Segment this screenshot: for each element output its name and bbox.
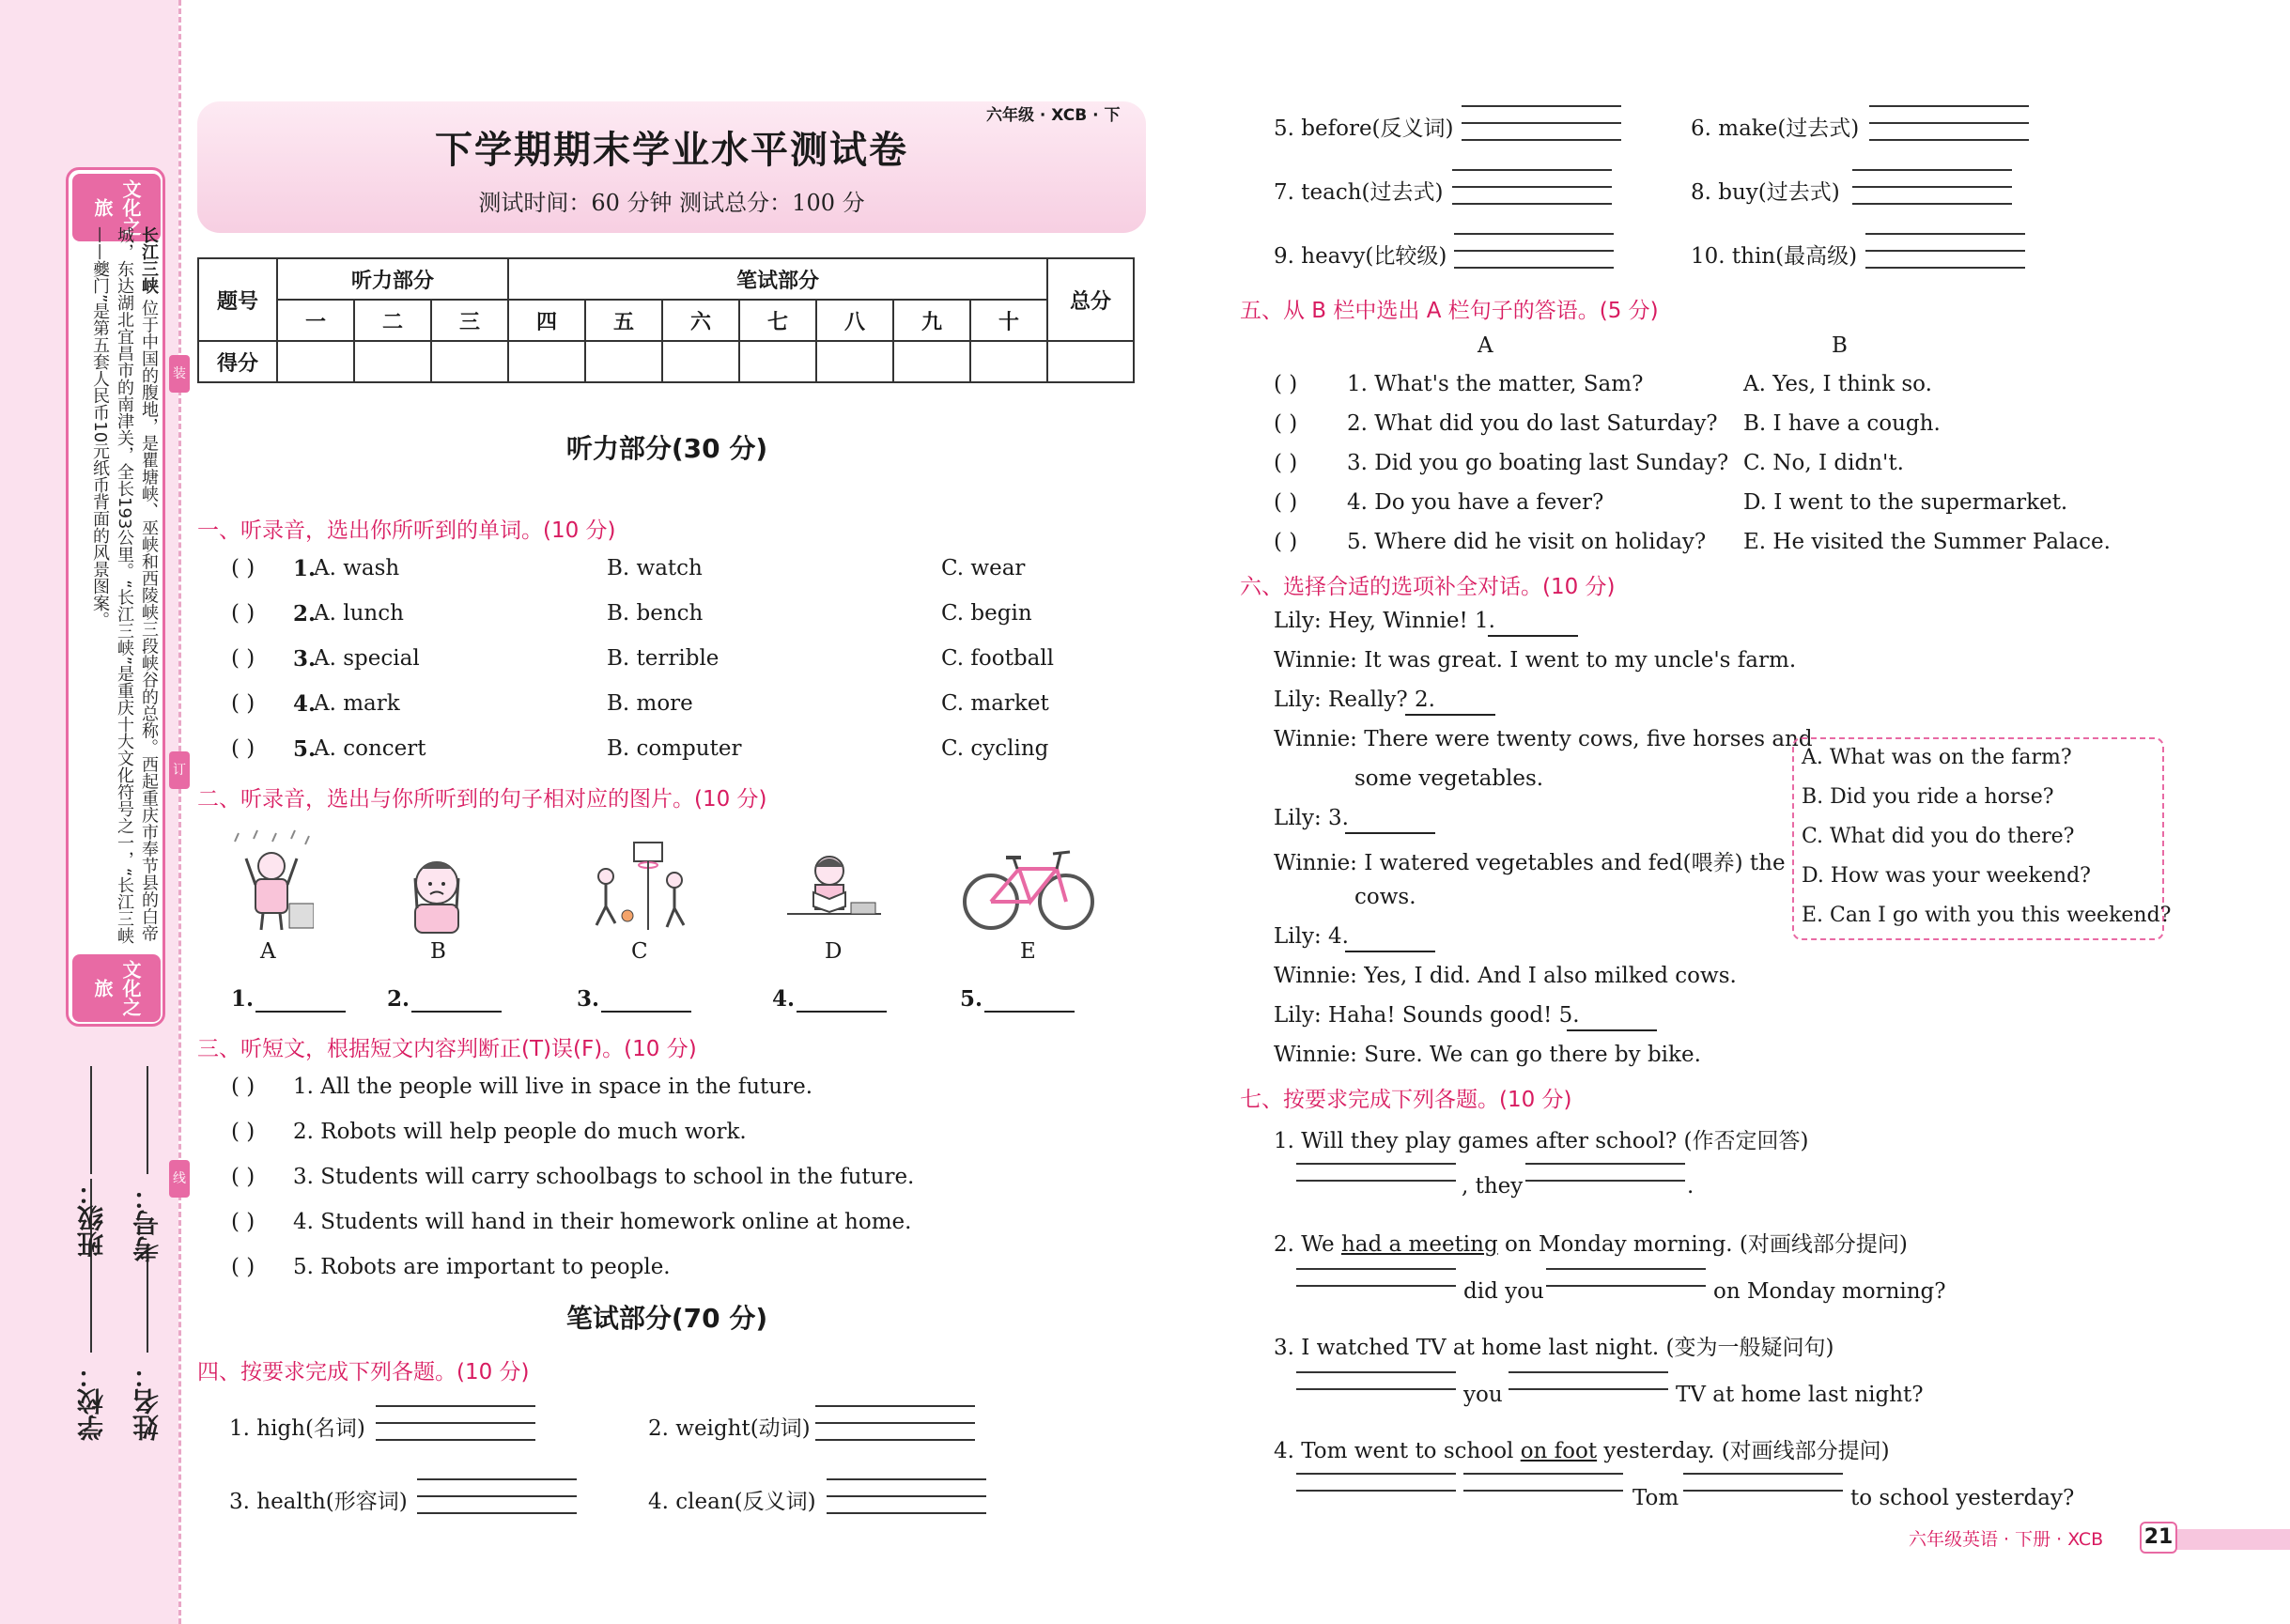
q1-paren[interactable]: ( ) — [231, 646, 255, 671]
score-cell-total[interactable] — [1047, 341, 1134, 382]
q7-4-pre: 4. Tom went to school — [1274, 1439, 1521, 1463]
table-num: 五 — [585, 300, 662, 341]
q4-item: 1. high(名词) — [229, 1416, 365, 1441]
q1-option-b: B. terrible — [607, 646, 719, 671]
q7-1-blank-1[interactable] — [1296, 1148, 1456, 1182]
q2-blank-number: 4. — [772, 986, 796, 1012]
number-field-line[interactable] — [147, 1066, 148, 1174]
picture-b-headache — [395, 850, 479, 935]
q2-blank-number: 5. — [960, 986, 983, 1012]
q6-heading: 六、选择合适的选项补全对话。(10 分) — [1240, 575, 1616, 599]
q4-answer-lines[interactable] — [827, 1463, 986, 1514]
q1-paren[interactable]: ( ) — [231, 736, 255, 761]
q3-statement: 1. All the people will live in space in the future. — [293, 1075, 813, 1099]
picture-d-reading — [787, 850, 881, 930]
q7-2-end: on Monday morning? — [1713, 1279, 1946, 1304]
table-num: 九 — [893, 300, 970, 341]
q4-item: 8. buy(过去式) — [1691, 180, 1840, 205]
q1-option-b: B. watch — [607, 556, 703, 580]
q7-1-text: 1. Will they play games after school? (作否定回答) — [1274, 1129, 1809, 1153]
q4-item: 6. make(过去式) — [1691, 116, 1860, 141]
q2-answer-blank[interactable] — [411, 1011, 502, 1013]
q3-statement: 5. Robots are important to people. — [293, 1255, 671, 1279]
q6-dialogue-line: Winnie: It was great. I went to my uncle's farm. — [1274, 648, 1797, 673]
q5-paren[interactable]: ( ) — [1274, 372, 1298, 396]
q6-dialogue-line: Lily: Hey, Winnie! 1. — [1274, 609, 1495, 633]
q4-item: 7. teach(过去式) — [1274, 180, 1444, 205]
q3-paren[interactable]: ( ) — [231, 1165, 255, 1189]
q5-question: 1. What's the matter, Sam? — [1347, 372, 1644, 396]
q1-paren[interactable]: ( ) — [231, 691, 255, 716]
q2-blank-number: 2. — [387, 986, 410, 1012]
q6-dialogue-line: cows. — [1354, 885, 1416, 909]
picture-label: A — [260, 939, 276, 964]
q4-item: 9. heavy(比较级) — [1274, 244, 1447, 269]
q6-answer-blank[interactable] — [1345, 832, 1435, 834]
q1-option-c: C. wear — [941, 556, 1026, 580]
q5-col-b: B — [1832, 333, 1848, 358]
q1-option-b: B. more — [607, 691, 693, 716]
picture-label: B — [430, 939, 446, 964]
q6-dialogue-line: Winnie: I watered vegetables and fed(喂养) the — [1274, 851, 1786, 875]
picture-e-bicycle — [963, 841, 1094, 935]
q6-option: E. Can I go with you this weekend? — [1802, 904, 2172, 927]
q4-answer-lines[interactable] — [1452, 154, 1612, 205]
score-cell[interactable] — [970, 341, 1047, 382]
footer-text: 六年级英语 · 下册 · XCB — [1909, 1529, 2104, 1550]
score-cell[interactable] — [893, 341, 970, 382]
q7-2-blank-2[interactable] — [1546, 1253, 1706, 1287]
q3-paren[interactable]: ( ) — [231, 1120, 255, 1144]
q5-paren[interactable]: ( ) — [1274, 530, 1298, 554]
q3-heading: 三、听短文，根据短文内容判断正(T)误(F)。(10 分) — [197, 1037, 697, 1061]
picture-a-rain — [229, 828, 314, 932]
q3-paren[interactable]: ( ) — [231, 1075, 255, 1099]
picture-label: D — [825, 939, 843, 964]
q7-4-blank-2[interactable] — [1463, 1458, 1623, 1492]
table-num: 二 — [354, 300, 431, 341]
q4-item: 3. health(形容词) — [229, 1490, 408, 1514]
table-head-writing: 笔试部分 — [508, 258, 1047, 300]
grade-tag: 六年级 · XCB · 下 — [986, 106, 1121, 125]
q6-option: B. Did you ride a horse? — [1802, 785, 2054, 809]
q7-3-end: TV at home last night? — [1676, 1383, 1924, 1407]
culture-sidebar — [66, 167, 165, 1027]
q1-option-b: B. bench — [607, 601, 704, 626]
table-num: 三 — [431, 300, 508, 341]
q7-2-pre: 2. We — [1274, 1232, 1341, 1257]
q1-option-b: B. computer — [607, 736, 742, 761]
score-cell[interactable] — [431, 341, 508, 382]
score-cell[interactable] — [816, 341, 893, 382]
score-cell[interactable] — [739, 341, 816, 382]
table-num: 四 — [508, 300, 585, 341]
q1-option-a: 2. — [293, 601, 317, 626]
q3-statement: 4. Students will hand in their homework online at home. — [293, 1210, 912, 1234]
culture-text — [74, 226, 161, 959]
q7-4-blank-3[interactable] — [1683, 1458, 1843, 1492]
page-number: 21 — [2140, 1522, 2177, 1554]
q7-4-underlined: on foot — [1520, 1439, 1598, 1463]
q5-answer: A. Yes, I think so. — [1743, 372, 1932, 396]
q1-option-a: 1. — [293, 556, 317, 581]
score-cell[interactable] — [508, 341, 585, 382]
q2-blank-number: 3. — [577, 986, 600, 1012]
q1-option-a: 3. — [293, 646, 317, 672]
q4-heading: 四、按要求完成下列各题。(10 分) — [197, 1360, 530, 1384]
q6-dialogue-line: Lily: Really? 2. — [1274, 688, 1435, 712]
q7-2-underlined: had a meeting — [1340, 1232, 1498, 1257]
table-num: 六 — [662, 300, 739, 341]
q4-answer-lines[interactable] — [417, 1463, 577, 1514]
table-head-listening: 听力部分 — [277, 258, 508, 300]
q5-answer: B. I have a cough. — [1743, 411, 1941, 436]
q1-option-a: 5. — [293, 736, 317, 762]
q7-4-mid: Tom — [1632, 1486, 1679, 1510]
q7-4-post: yesterday. (对画线部分提问) — [1597, 1439, 1890, 1463]
q6-option: A. What was on the farm? — [1802, 746, 2072, 769]
q1-option-a-text: A. special — [314, 646, 420, 671]
q2-blank-number: 1. — [231, 986, 255, 1012]
q2-heading: 二、听录音，选出与你所听到的句子相对应的图片。(10 分) — [197, 787, 767, 812]
class-field-line[interactable] — [90, 1066, 92, 1174]
q7-1-blank-2[interactable] — [1525, 1148, 1685, 1182]
q3-statement: 3. Students will carry schoolbags to school in the future. — [293, 1165, 915, 1189]
q1-option-c: C. cycling — [941, 736, 1049, 761]
q2-answer-blank[interactable] — [601, 1011, 691, 1013]
q5-answer: E. He visited the Summer Palace. — [1743, 530, 2111, 554]
q5-question: 4. Do you have a fever? — [1347, 490, 1604, 515]
class-label: 班级： — [76, 1179, 107, 1258]
binding-dashed-line — [178, 0, 181, 1624]
q5-answer: D. I went to the supermarket. — [1743, 490, 2068, 515]
q6-dialogue-line: some vegetables. — [1354, 766, 1544, 791]
q1-option-c: C. begin — [941, 601, 1032, 626]
q6-option: D. How was your weekend? — [1802, 864, 2091, 888]
score-cell[interactable] — [277, 341, 354, 382]
q4-item: 2. weight(动词) — [648, 1416, 811, 1441]
score-table — [197, 257, 1135, 383]
q7-2-post: on Monday morning. (对画线部分提问) — [1497, 1232, 1908, 1257]
q5-paren[interactable]: ( ) — [1274, 411, 1298, 436]
q1-option-a-text: A. concert — [314, 736, 426, 761]
q5-paren[interactable]: ( ) — [1274, 490, 1298, 515]
q1-option-a: 4. — [293, 691, 317, 717]
q2-answer-blank[interactable] — [255, 1011, 346, 1013]
q1-option-a-text: A. mark — [314, 691, 400, 716]
q4-item: 10. thin(最高级) — [1691, 244, 1858, 269]
q4-answer-lines[interactable] — [1852, 154, 2012, 205]
score-cell[interactable] — [354, 341, 431, 382]
q4-answer-lines[interactable] — [376, 1390, 535, 1441]
score-cell[interactable] — [585, 341, 662, 382]
q4-answer-lines[interactable] — [815, 1390, 975, 1441]
table-head-tihao: 题号 — [198, 258, 277, 341]
q5-heading: 五、从 B 栏中选出 A 栏句子的答语。(5 分) — [1240, 299, 1659, 323]
q1-option-c: C. market — [941, 691, 1049, 716]
q5-question: 5. Where did he visit on holiday? — [1347, 530, 1707, 554]
picture-label: C — [631, 939, 648, 964]
q7-1-mid: , they — [1462, 1174, 1524, 1199]
q6-dialogue-line: Winnie: There were twenty cows, five horses and — [1274, 727, 1813, 751]
q6-answer-blank[interactable] — [1567, 1029, 1657, 1031]
q6-dialogue-line: Lily: 4. — [1274, 924, 1349, 949]
q5-answer: C. No, I didn't. — [1743, 451, 1904, 475]
culture-tag-bottom: 文化之旅 — [72, 954, 161, 1022]
name-label: 姓名： — [132, 1362, 162, 1441]
picture-label: E — [1020, 939, 1036, 964]
picture-c-basketball — [582, 841, 695, 935]
culture-title: 长江三峡 — [139, 226, 159, 294]
q4-item: 4. clean(反义词) — [648, 1490, 816, 1514]
q6-dialogue-line: Winnie: Yes, I did. And I also milked cows. — [1274, 964, 1737, 988]
q4-answer-lines[interactable] — [1869, 90, 2029, 141]
q6-dialogue-line: Winnie: Sure. We can go there by bike. — [1274, 1043, 1701, 1067]
seal-ding: 订 — [169, 751, 190, 789]
writing-title: 笔试部分(70 分) — [565, 1303, 768, 1334]
q6-option: C. What did you do there? — [1802, 825, 2075, 848]
q6-answer-blank[interactable] — [1488, 635, 1578, 637]
score-cell[interactable] — [662, 341, 739, 382]
q7-3-text: 3. I watched TV at home last night. (变为一般疑问句) — [1274, 1336, 1834, 1360]
q5-paren[interactable]: ( ) — [1274, 451, 1298, 475]
q7-3-mid: you — [1463, 1383, 1503, 1407]
q4-answer-lines[interactable] — [1462, 90, 1621, 141]
listening-title: 听力部分(30 分) — [565, 433, 768, 464]
q6-answer-blank[interactable] — [1405, 714, 1495, 716]
q3-paren[interactable]: ( ) — [231, 1210, 255, 1234]
number-label: 考号： — [132, 1183, 162, 1262]
q5-question: 2. What did you do last Saturday? — [1347, 411, 1718, 436]
table-num: 一 — [277, 300, 354, 341]
q5-col-a: A — [1478, 333, 1493, 358]
table-num: 十 — [970, 300, 1047, 341]
q7-heading: 七、按要求完成下列各题。(10 分) — [1240, 1088, 1572, 1112]
q1-option-c: C. football — [941, 646, 1054, 671]
seal-zhuang: 装 — [169, 355, 190, 393]
q3-paren[interactable]: ( ) — [231, 1255, 255, 1279]
q4-item: 5. before(反义词) — [1274, 116, 1454, 141]
q4-answer-lines[interactable] — [1454, 218, 1614, 269]
q2-answer-blank[interactable] — [984, 1011, 1075, 1013]
q7-2-mid: did you — [1463, 1279, 1544, 1304]
page-title: 下学期期末学业水平测试卷 — [435, 129, 908, 172]
q7-3-blank-2[interactable] — [1509, 1356, 1668, 1390]
page-subtitle: 测试时间：60 分钟 测试总分：100 分 — [478, 190, 865, 216]
q1-option-a-text: A. lunch — [314, 601, 404, 626]
q6-answer-blank[interactable] — [1345, 951, 1435, 952]
q1-option-a-text: A. wash — [314, 556, 400, 580]
table-num: 七 — [739, 300, 816, 341]
table-head-total: 总分 — [1047, 258, 1134, 341]
seal-xian: 线 — [169, 1160, 190, 1198]
q1-paren[interactable]: ( ) — [231, 556, 255, 580]
q1-paren[interactable]: ( ) — [231, 601, 255, 626]
table-score-label: 得分 — [198, 341, 277, 382]
school-label: 学校： — [76, 1362, 107, 1441]
q7-2-blank-1[interactable] — [1296, 1253, 1456, 1287]
q6-dialogue-line: Lily: 3. — [1274, 806, 1349, 830]
culture-tag-top: 文化之旅 — [72, 174, 161, 241]
q7-4-end: to school yesterday? — [1850, 1486, 2075, 1510]
table-num: 八 — [816, 300, 893, 341]
culture-body: 位于中国的腹地，是瞿塘峡、巫峡和西陵峡三段峡谷的总称。西起重庆市奉节县的白帝城，东达湖北宜昌市的南津关，全长193公里。“长江三峡”是重庆十大文化符号之一，“长江三峡——夔门”是第五套人民币10元纸币背面的风景图案。 — [90, 226, 159, 945]
q5-question: 3. Did you go boating last Sunday? — [1347, 451, 1729, 475]
q7-3-blank-1[interactable] — [1296, 1356, 1456, 1390]
q7-1-end: . — [1687, 1174, 1694, 1199]
q4-answer-lines[interactable] — [1865, 218, 2025, 269]
q1-heading: 一、听录音，选出你所听到的单词。(10 分) — [197, 518, 616, 543]
q2-answer-blank[interactable] — [797, 1011, 887, 1013]
q7-4-blank-1[interactable] — [1296, 1458, 1456, 1492]
q6-dialogue-line: Lily: Haha! Sounds good! 5. — [1274, 1003, 1580, 1028]
q3-statement: 2. Robots will help people do much work. — [293, 1120, 747, 1144]
